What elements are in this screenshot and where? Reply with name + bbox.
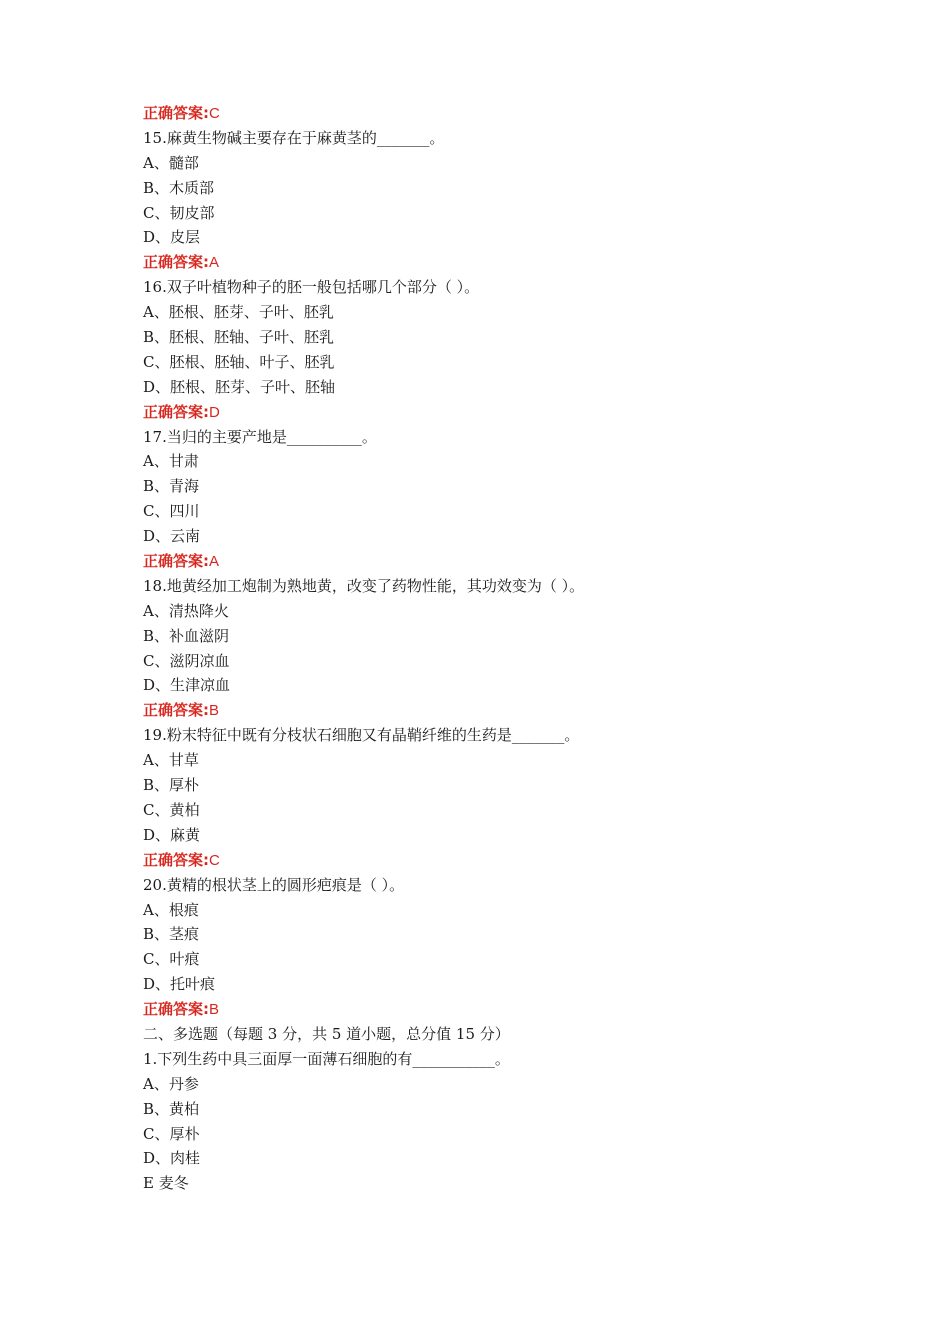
exam-content: [143, 101, 843, 1196]
question-stem: 1.下列生药中具三面厚一面薄石细胞的有___________。: [143, 1049, 510, 1068]
option-c: C、胚根、胚轴、叶子、胚乳: [143, 352, 335, 371]
option-b: B、茎痕: [143, 925, 200, 944]
option-c: C、韧皮部: [143, 203, 215, 222]
option-b: B、青海: [143, 477, 200, 496]
answer-label: 正确答案:: [143, 850, 209, 869]
answer-line: [143, 400, 843, 425]
answer-line: [143, 549, 843, 574]
answer-value: C: [209, 105, 220, 122]
option-a: A、甘肃: [143, 452, 199, 471]
option-a: A、甘草: [143, 751, 199, 770]
option-a: A、根痕: [143, 900, 199, 919]
option-c: C、四川: [143, 502, 200, 521]
option-c: C、黄柏: [143, 800, 200, 819]
answer-line: [143, 848, 843, 873]
option-c: C、叶痕: [143, 950, 200, 969]
answer-line: [143, 698, 843, 723]
option-d: D、胚根、胚芽、子叶、胚轴: [143, 377, 336, 396]
answer-label: 正确答案:: [143, 253, 209, 272]
option-b: B、胚根、胚轴、子叶、胚乳: [143, 328, 335, 347]
answer-value: A: [209, 254, 220, 272]
answer-value: C: [209, 851, 220, 869]
answer-line: [143, 101, 843, 126]
answer-line: [143, 250, 843, 275]
option-a: A、髓部: [143, 153, 199, 172]
option-a: A、丹参: [143, 1074, 199, 1093]
question-stem: 18.地黄经加工炮制为熟地黄，改变了药物性能，其功效变为（ ）。: [143, 576, 585, 595]
option-b: B、厚朴: [143, 776, 200, 795]
option-d: D、皮层: [143, 228, 201, 247]
answer-label: 正确答案:: [143, 552, 209, 571]
option-b: B、补血滋阴: [143, 626, 230, 645]
answer-label: 正确答案:: [143, 1000, 209, 1019]
option-d: D、生津凉血: [143, 676, 231, 695]
question-stem: 17.当归的主要产地是__________。: [143, 427, 377, 446]
option-d: D、云南: [143, 527, 201, 546]
option-b: B、黄柏: [143, 1099, 200, 1118]
option-c: C、厚朴: [143, 1124, 200, 1143]
option-b: B、木质部: [143, 178, 215, 197]
answer-label: 正确答案:: [143, 104, 209, 122]
answer-value: D: [209, 403, 220, 421]
answer-value: A: [209, 553, 220, 571]
question-stem: 15.麻黄生物碱主要存在于麻黄茎的_______。: [143, 128, 445, 147]
answer-label: 正确答案:: [143, 701, 209, 720]
option-e: E 麦冬: [143, 1174, 189, 1193]
section-heading: 二、多选题（每题 3 分，共 5 道小题，总分值 15 分）: [143, 1024, 510, 1043]
question-stem: 19.粉末特征中既有分枝状石细胞又有晶鞘纤维的生药是_______。: [143, 726, 580, 745]
answer-value: B: [209, 1001, 220, 1019]
option-a: A、胚根、胚芽、子叶、胚乳: [143, 303, 334, 322]
option-d: D、麻黄: [143, 825, 201, 844]
question-stem: 20.黄精的根状茎上的圆形疤痕是（ ）。: [143, 875, 405, 894]
option-d: D、托叶痕: [143, 975, 216, 994]
answer-line: [143, 997, 843, 1022]
answer-label: 正确答案:: [143, 402, 209, 421]
question-stem: 16.双子叶植物种子的胚一般包括哪几个部分（ ）。: [143, 278, 480, 297]
option-c: C、滋阴凉血: [143, 651, 230, 670]
option-d: D、肉桂: [143, 1149, 201, 1168]
option-a: A、清热降火: [143, 601, 229, 620]
answer-value: B: [209, 702, 220, 720]
